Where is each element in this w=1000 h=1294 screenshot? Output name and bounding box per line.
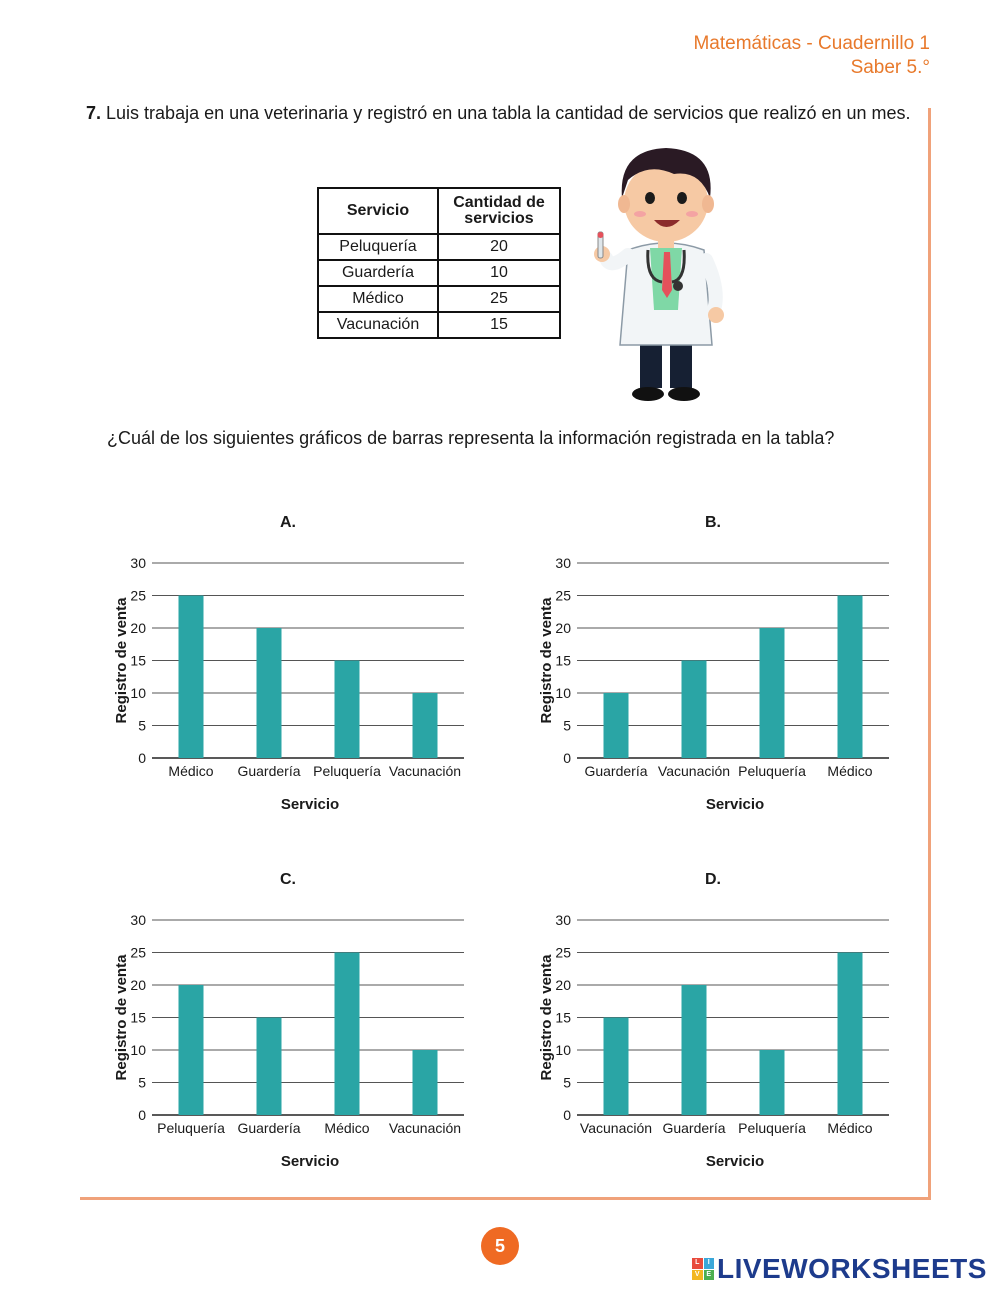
page-header [693,32,930,80]
x-tick-label: Peluquería [738,763,806,779]
x-tick-label: Vacunación [579,1120,653,1136]
bar [413,1050,438,1115]
question-prompt: ¿Cuál de los siguientes gráficos de barras representa la información registrada en la tabla? [107,428,835,448]
bar-chart-option-d[interactable] [535,862,935,1182]
y-tick-label: 25 [555,944,571,961]
y-tick-label: 25 [130,587,146,604]
table-cell: 15 [438,312,560,338]
table-header-quantity: Cantidad de servicios [438,188,560,234]
bar-chart-option-a[interactable] [110,505,510,825]
y-axis-label: Registro de venta [538,597,555,724]
bar [604,1018,629,1116]
bar [682,661,707,759]
logo-letter: V [692,1270,703,1281]
y-tick-label: 30 [555,555,571,571]
table-row [318,312,560,338]
chart-svg [110,862,510,1182]
brand-logo [692,1254,987,1284]
y-tick-label: 30 [555,912,571,928]
bar-chart-option-b[interactable] [535,505,935,825]
y-tick-label: 10 [555,1042,571,1058]
bar [760,628,785,758]
x-tick-label: Guardería [662,1120,726,1136]
question-text: Luis trabaja en una veterinaria y registró en una tabla la cantidad de servicios que realizó en un mes. [106,103,911,123]
y-tick-label: 20 [555,620,571,636]
y-tick-label: 5 [563,1074,571,1091]
bar [838,596,863,759]
doctor-illustration [588,140,738,405]
y-tick-label: 20 [555,977,571,993]
bar [604,693,629,758]
chart-title: B. [705,514,721,531]
y-tick-label: 15 [130,652,146,669]
table-cell: 10 [438,260,560,286]
logo-letter: E [704,1270,715,1281]
x-tick-label: Médico [827,1120,873,1136]
x-tick-label: Guardería [584,763,648,779]
y-tick-label: 15 [555,1009,571,1026]
chart-title: C. [280,871,296,888]
bar [838,953,863,1116]
y-tick-label: 15 [130,1009,146,1026]
bar [335,953,360,1116]
subject-title: Matemáticas - Cuadernillo 1 [693,33,930,54]
page-number-badge: 5 [481,1227,519,1265]
services-table [317,187,561,339]
bar [413,693,438,758]
x-axis-label: Servicio [280,1153,340,1170]
bar [179,596,204,759]
x-tick-label: Peluquería [313,763,381,779]
chart-svg [110,505,510,825]
chart-svg [535,862,935,1182]
table-cell: Médico [318,286,438,312]
doctor-cartoon-icon [588,140,738,405]
y-axis-label: Registro de venta [113,954,130,1081]
chart-title: A. [280,514,296,531]
y-tick-label: 5 [563,717,571,734]
bar-chart-option-c[interactable] [110,862,510,1182]
bar [682,985,707,1115]
x-tick-label: Vacunación [657,763,731,779]
table-row [318,234,560,260]
grade-level: Saber 5.° [850,57,930,78]
y-tick-label: 25 [555,587,571,604]
y-tick-label: 20 [130,620,146,636]
liveworksheets-logo-icon [692,1258,714,1280]
bar [257,1018,282,1116]
question-statement [86,103,911,124]
table-cell: 20 [438,234,560,260]
bar [760,1050,785,1115]
brand-name: LIVEWORKSHEETS [717,1253,987,1284]
x-tick-label: Guardería [237,763,301,779]
chart-title: D. [705,871,721,888]
x-tick-label: Peluquería [738,1120,806,1136]
bar [257,628,282,758]
x-axis-label: Servicio [280,796,340,813]
table-cell: Peluquería [318,234,438,260]
y-tick-label: 5 [138,1074,146,1091]
y-tick-label: 0 [563,750,571,766]
logo-letter: I [704,1258,715,1269]
table-header-row [318,188,560,234]
x-tick-label: Vacunación [388,763,462,779]
y-tick-label: 0 [138,750,146,766]
table-cell: Vacunación [318,312,438,338]
y-tick-label: 30 [130,912,146,928]
frame-bottom-border [80,1197,931,1200]
table-row [318,260,560,286]
chart-svg [535,505,935,825]
question-number: 7. [86,103,102,123]
y-tick-label: 25 [130,944,146,961]
x-tick-label: Vacunación [388,1120,462,1136]
y-axis-label: Registro de venta [113,597,130,724]
y-tick-label: 20 [130,977,146,993]
x-tick-label: Médico [827,763,873,779]
y-tick-label: 10 [555,685,571,701]
y-tick-label: 0 [563,1107,571,1123]
bar [335,661,360,759]
y-tick-label: 0 [138,1107,146,1123]
table-row [318,286,560,312]
y-tick-label: 5 [138,717,146,734]
table-cell: 25 [438,286,560,312]
table-cell: Guardería [318,260,438,286]
x-tick-label: Médico [168,763,214,779]
y-tick-label: 10 [130,685,146,701]
table-header-service: Servicio [318,188,438,234]
y-axis-label: Registro de venta [538,954,555,1081]
y-tick-label: 10 [130,1042,146,1058]
x-axis-label: Servicio [705,1153,765,1170]
x-axis-label: Servicio [705,796,765,813]
x-tick-label: Guardería [237,1120,301,1136]
y-tick-label: 15 [555,652,571,669]
bar [179,985,204,1115]
logo-letter: L [692,1258,703,1269]
x-tick-label: Médico [324,1120,370,1136]
x-tick-label: Peluquería [157,1120,225,1136]
y-tick-label: 30 [130,555,146,571]
